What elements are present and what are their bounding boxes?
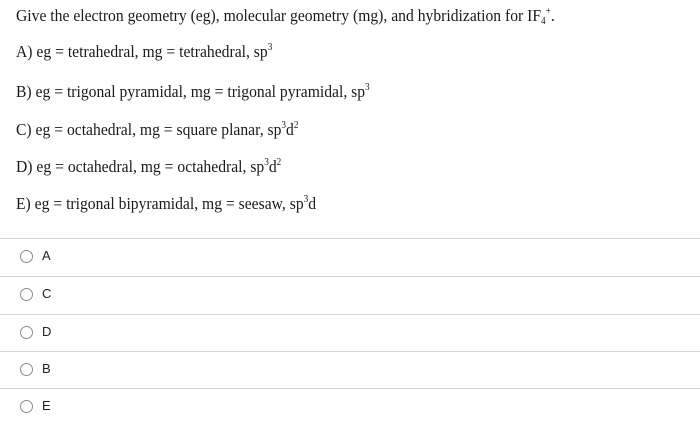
option-b-sup1: 3 (365, 82, 370, 93)
radio-circle-icon[interactable] (20, 400, 33, 413)
option-a-sup1: 3 (267, 42, 273, 53)
answer-choice-label: B (42, 361, 51, 376)
question-stem-end: . (550, 6, 555, 25)
question-stem (16, 6, 555, 26)
question-stem-superscript: + (545, 6, 551, 17)
answer-choice-a[interactable] (0, 239, 700, 276)
question-stem-subscript: 4 (541, 16, 546, 27)
option-c-tail: d (286, 120, 294, 139)
option-e-main: E) eg = trigonal bipyramidal, mg = seesaw, sp (16, 194, 304, 213)
radio-circle-icon[interactable] (20, 250, 33, 263)
answer-choice-d[interactable] (0, 315, 700, 352)
radio-circle-icon[interactable] (20, 363, 33, 376)
answer-choice-e[interactable] (0, 389, 700, 426)
option-c-sup1: 3 (281, 120, 287, 131)
answer-choice-label: A (42, 248, 51, 263)
answer-choice-label: D (42, 324, 52, 339)
option-c-text (16, 120, 298, 140)
radio-circle-icon[interactable] (20, 326, 33, 339)
option-d-sup1: 3 (264, 157, 269, 168)
option-d-sup2: 2 (276, 157, 282, 168)
answer-choice-label: E (42, 398, 51, 413)
option-a-main: A) eg = tetrahedral, mg = tetrahedral, sp (16, 42, 268, 61)
option-d-main: D) eg = octahedral, mg = octahedral, sp (16, 157, 265, 176)
answer-choice-b[interactable] (0, 352, 700, 389)
answer-choices-list (0, 232, 700, 430)
option-e-sup1: 3 (303, 194, 309, 205)
option-a-text (16, 42, 272, 62)
option-b-text (16, 82, 370, 102)
question-stem-text: Give the electron geometry (eg), molecular geometry (mg), and hybridization for IF (16, 6, 542, 25)
answer-choice-label: C (42, 286, 52, 301)
option-e-tail: d (308, 194, 317, 213)
option-d-tail: d (268, 157, 277, 176)
option-c-main: C) eg = octahedral, mg = square planar, sp (16, 120, 282, 139)
option-c-sup2: 2 (293, 120, 299, 131)
option-d-text (16, 157, 281, 177)
option-e-text (16, 194, 316, 214)
radio-circle-icon[interactable] (20, 288, 33, 301)
answer-choice-c[interactable] (0, 277, 700, 314)
option-b-main: B) eg = trigonal pyramidal, mg = trigonal pyramidal, sp (16, 82, 366, 101)
